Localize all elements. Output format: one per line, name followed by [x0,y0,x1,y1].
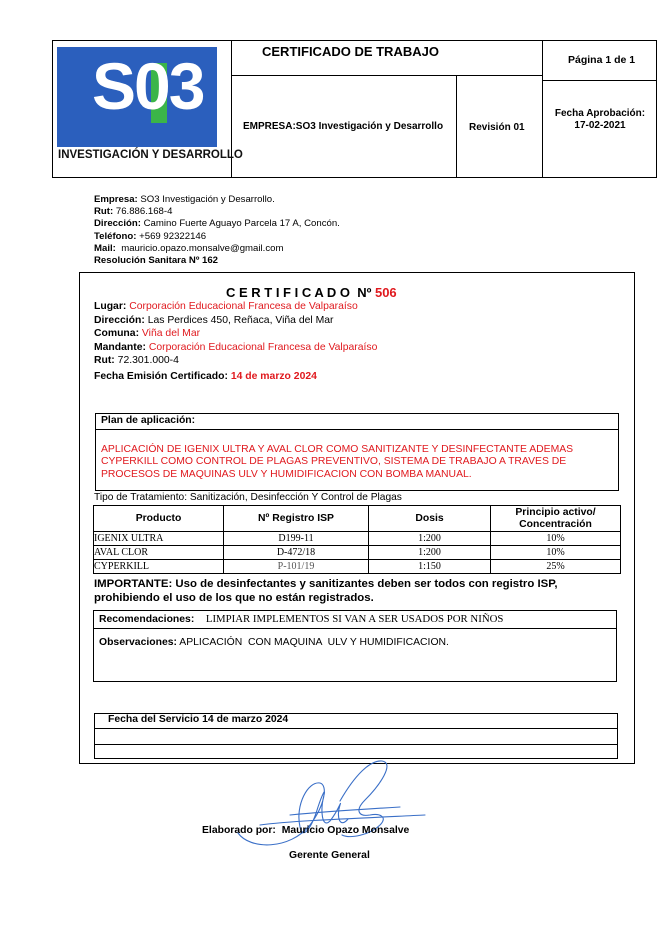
mandante-value: Corporación Educacional Francesa de Valparaíso [148,341,378,353]
row-registro: P-101/19 [224,560,369,574]
treatment-table [93,505,621,574]
logo-text: S03 [92,49,204,123]
table-row [94,532,621,546]
company-rut-value: 76.886.168-4 [115,206,173,218]
mandante-label: Mandante: [94,341,146,353]
recomendaciones-value: LIMPIAR IMPLEMENTOS SI VAN A SER USADOS POR NIÑOS [205,613,504,625]
fecha-aprobacion [543,108,657,132]
row-dosis: 1:200 [369,532,491,546]
elaborado-por [202,825,409,836]
header-producto: Producto [94,506,224,532]
fecha-aprobacion-label: Fecha Aprobación: [554,108,646,119]
row-dosis: 1:200 [369,546,491,560]
fecha-aprobacion-value: 17-02-2021 [574,120,626,131]
header-empresa-value: SO3 Investigación y Desarrollo [295,121,444,132]
company-mail-label: Mail: [94,242,116,254]
header-principio [491,506,621,532]
emision-value: 14 de marzo 2024 [230,370,317,382]
rut-label: Rut: [94,355,115,367]
treatment-label: Tipo de Tratamiento: Sanitización, Desinfección Y Control de Plagas [94,492,402,503]
table-row [94,560,621,574]
company-direccion-label: Dirección: [94,218,141,230]
row-dosis: 1:150 [369,560,491,574]
header-registro: Nº Registro ISP [224,506,369,532]
recomendaciones [99,613,503,625]
direccion-value: Las Perdices 450, Reñaca, Viña del Mar [147,314,334,326]
importante-note [94,578,614,605]
page-number: Página 1 de 1 [568,54,636,66]
comuna-label: Comuna: [94,328,140,340]
elaborado-label: Elaborado por: [202,825,276,836]
header-principio-line1: Principio activo/ [515,506,596,518]
logo-subtitle: INVESTIGACIÓN Y DESARROLLO [58,149,243,161]
observaciones-label: Observaciones: [99,637,177,648]
company-resolucion: Resolución Sanitara Nº 162 [94,255,219,267]
row-registro: D199-11 [224,532,369,546]
row-concentracion: 10% [491,546,621,560]
company-telefono-value: +569 92322146 [139,230,207,242]
revision: Revisión 01 [469,122,525,133]
row-concentracion: 25% [491,560,621,574]
importante-label: IMPORTANTE: [94,578,173,590]
direccion-label: Dirección: [94,314,145,326]
certificate-title [226,285,397,300]
signer-role: Gerente General [289,850,370,861]
company-rut-label: Rut: [94,206,114,218]
company-mail-value: mauricio.opazo.monsalve@gmail.com [121,242,284,254]
company-telefono-label: Teléfono: [94,230,137,242]
company-empresa-label: Empresa: [94,194,138,205]
row-producto: AVAL CLOR [94,546,224,560]
header-dosis: Dosis [369,506,491,532]
header-principio-line2: Concentración [519,518,592,530]
row-concentracion: 10% [491,532,621,546]
document-title: CERTIFICADO DE TRABAJO [262,44,439,59]
lugar-label: Lugar: [94,301,127,312]
table-row [94,546,621,560]
lugar-value: Corporación Educacional Francesa de Valparaíso [129,301,358,312]
header-empresa [243,121,443,132]
signer-name: Mauricio Opazo Monsalve [281,825,410,836]
recomendaciones-label: Recomendaciones: [99,614,195,625]
emision-label: Fecha Emisión Certificado: [94,370,228,382]
header-empresa-label: EMPRESA: [243,121,296,132]
handwritten-signature [230,755,430,853]
certificate-number: 506 [374,285,397,300]
plan-label: Plan de aplicación: [101,415,196,426]
importante-text: Uso de desinfectantes y sanitizantes deben ser todos con registro ISP, prohibiendo el uso de los que no están registrados. [94,578,558,604]
company-empresa-value: SO3 Investigación y Desarrollo. [140,194,275,205]
rut-value: 72.301.000-4 [117,355,179,367]
company-info [94,194,340,267]
comuna-value: Viña del Mar [141,328,201,340]
table-header-row [94,506,621,532]
certificate-details [94,300,377,384]
service-date-value: 14 de marzo 2024 [202,714,289,725]
observaciones [99,637,449,648]
plan-text: APLICACIÓN DE IGENIX ULTRA Y AVAL CLOR COMO SANITIZANTE Y DESINFECTANTE ADEMAS CYPERKILL COMO CONTROL DE PLAGAS PREVENTIVO, SISTEMA DE TRABAJO A TRAVES DE PROCESOS DE MAQUINAS ULV Y HUMIDIFICACION CON BOMBA MANUAL. [101,444,574,480]
row-registro: D-472/18 [224,546,369,560]
certificate-title-label: C E R T I F I C A D O Nº [226,285,372,300]
service-date-label: Fecha del Servicio [108,714,200,725]
row-producto: IGENIX ULTRA [94,532,224,546]
service-date [108,714,288,725]
row-producto: CYPERKILL [94,560,224,574]
observaciones-value: APLICACIÓN CON MAQUINA ULV Y HUMIDIFICACION. [179,637,449,648]
company-direccion-value: Camino Fuerte Aguayo Parcela 17 A, Concón. [143,218,340,230]
